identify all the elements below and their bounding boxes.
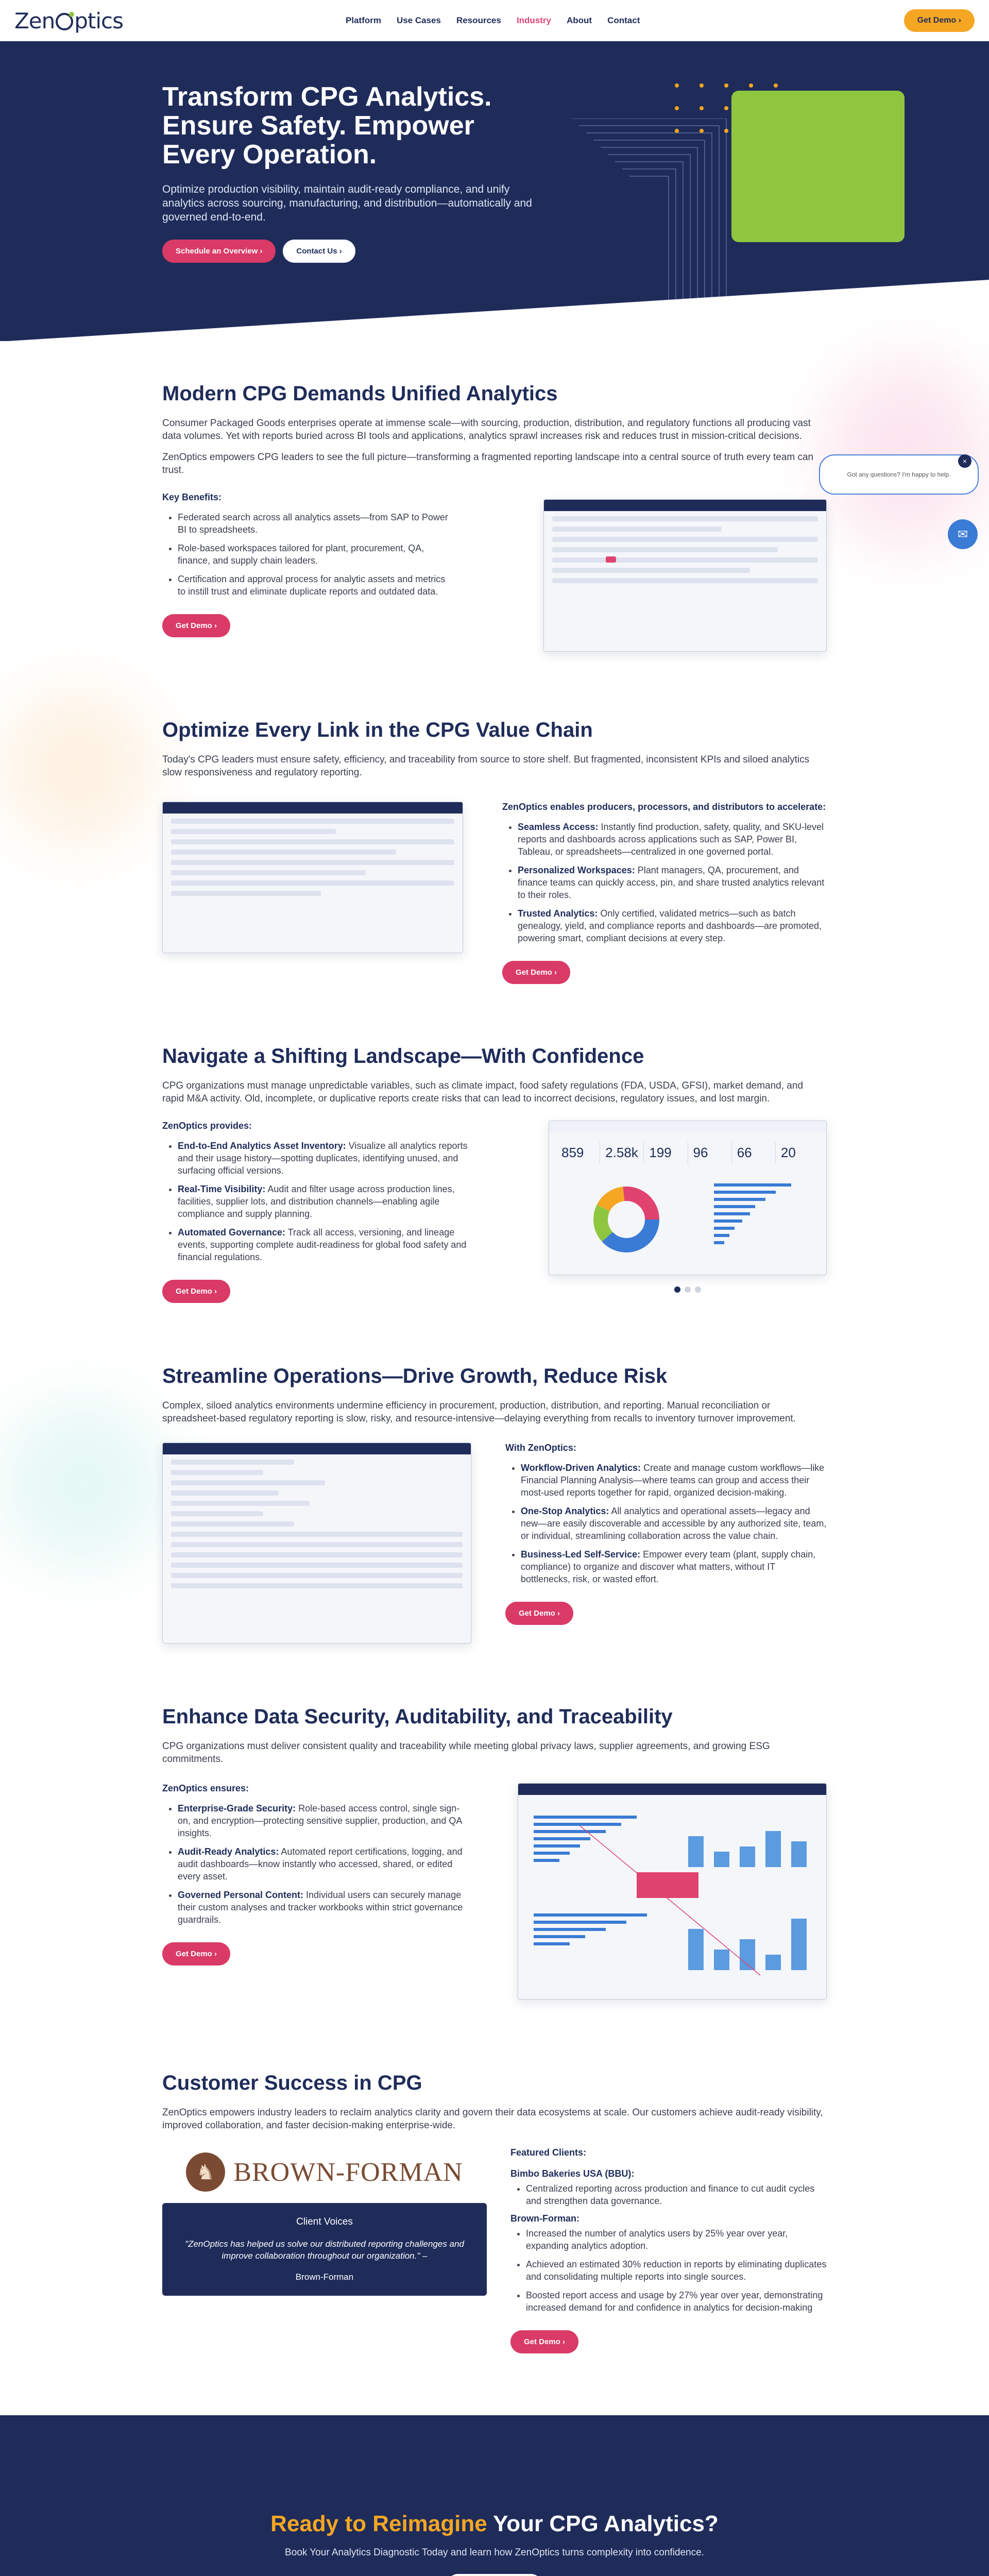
featured-heading: Featured Clients: — [510, 2147, 587, 2158]
section-lead: Today's CPG leaders must ensure safety, efficiency, and traceability from source to store shelf. But fragmented, inconsistent KPIs and siloed analytics slow responsiveness and regulatory reporting. — [162, 754, 810, 778]
get-demo-button[interactable]: Get Demo › — [904, 9, 975, 32]
brown-forman-logo: ♞ BROWN-FORMAN — [162, 2147, 487, 2197]
cta-title: Ready to Reimagine Your CPG Analytics? — [270, 2511, 719, 2536]
list-item: • Governed Personal Content: Individual users can securely manage their custom analyses and tracker workbooks within strict governance guardrails. — [178, 1889, 471, 1926]
kpi-value: 96 — [693, 1145, 708, 1160]
client-name: Bimbo Bakeries USA (BBU): — [510, 2168, 635, 2179]
list-item: • Centralized reporting across production and finance to cut audit cycles and strengthen data governance. — [526, 2182, 827, 2207]
schedule-demo-button[interactable] — [447, 2574, 542, 2576]
list-item: • Increased the number of analytics users by 25% year over year, expanding analytics adoption. — [526, 2227, 827, 2252]
section-title: Modern CPG Demands Unified Analytics — [162, 382, 558, 405]
decorative-lines — [572, 118, 737, 314]
list-item: • Trusted Analytics: Only certified, validated metrics—such as batch genealogy, yield, and compliance reports and dashboards—are promoted, powering smart, compliant decisions at every step. — [518, 907, 827, 944]
cta-banner — [0, 2415, 989, 2576]
list-item: • Role-based workspaces tailored for plant, procurement, QA, finance, and supply chain leaders. — [178, 542, 451, 567]
zenoptics-logo[interactable]: Zen ptics — [14, 8, 124, 33]
chat-bubble[interactable]: Got any questions? I'm happy to help. — [819, 454, 979, 495]
product-screenshot — [162, 802, 463, 953]
streamline-section — [0, 1303, 989, 1643]
section-title: Optimize Every Link in the CPG Value Chain — [162, 719, 593, 741]
product-screenshot — [549, 1121, 827, 1275]
schedule-overview-button[interactable]: Schedule an Overview › — [162, 240, 276, 263]
benefits-heading: Key Benefits: — [162, 492, 222, 502]
nav-about[interactable]: About — [567, 15, 592, 25]
contact-us-button[interactable]: Contact Us › — [283, 240, 355, 263]
section-title: Navigate a Shifting Landscape—With Confidence — [162, 1045, 644, 1067]
kpi-value: 20 — [780, 1145, 796, 1160]
dashboard-charts — [518, 1795, 827, 1996]
client-name: Brown-Forman: — [510, 2213, 579, 2224]
nav-contact[interactable]: Contact — [607, 15, 640, 25]
list-item: • Automated Governance: Track all access, versioning, and lineage events, supporting complete audit-readiness for global food safety and financial regulations. — [178, 1226, 476, 1263]
list-item: • Achieved an estimated 30% reduction in reports by eliminating duplicates and consolidating multiple reports into single sources. — [526, 2258, 827, 2283]
product-screenshot — [162, 1443, 471, 1643]
testimonial-author: Brown-Forman — [295, 2272, 354, 2282]
hero-green-card — [731, 91, 905, 242]
nav-resources[interactable]: Resources — [456, 15, 501, 25]
customer-success-section — [0, 1999, 989, 2353]
voice-title: Client Voices — [296, 2216, 353, 2227]
landscape-section — [0, 984, 989, 1303]
get-demo-button[interactable]: Get Demo › — [505, 1602, 573, 1625]
list-item: • Seamless Access: Instantly find production, safety, quality, and SKU-level reports and dashboards across applications such as SAP, Power BI, Tableau, or spreadsheets—centralized in one governed portal. — [518, 821, 827, 858]
main-nav — [346, 15, 640, 26]
carousel-dot[interactable] — [674, 1286, 680, 1293]
get-demo-button[interactable]: Get Demo › — [502, 961, 570, 984]
kpi-value: 199 — [649, 1145, 672, 1160]
site-header — [0, 0, 989, 41]
list-heading: With ZenOptics: — [505, 1443, 576, 1453]
section-lead: Consumer Packaged Goods enterprises operate at immense scale—with sourcing, production, distribution, and regulatory functions all producing vast data volumes. Yet with reports buried across BI tools and applications, analytics sprawl increases risk and reduces trust in mission-critical decisions. — [162, 418, 811, 442]
dashboard-charts — [549, 1173, 827, 1266]
list-item: • Workflow-Driven Analytics: Create and manage custom workflows—like Financial Planning Analysis—where teams can group and access their most-used reports together for rapid, organized decision-making. — [521, 1462, 827, 1499]
get-demo-button[interactable]: Get Demo › — [162, 614, 230, 637]
list-item: • Personalized Workspaces: Plant managers, QA, procurement, and finance teams can quickly access, pin, and share trusted analytics relevant to their roles. — [518, 864, 827, 901]
carousel-dots — [549, 1286, 827, 1293]
carousel-dot[interactable] — [685, 1286, 691, 1293]
hero-title: Transform CPG Analytics. Ensure Safety. Empower Every Operation. — [162, 82, 492, 170]
list-item: • Boosted report access and usage by 27% year over year, demonstrating increased demand for and confidence in analytics for decision-making — [526, 2289, 827, 2314]
list-item: • Federated search across all analytics assets—from SAP to Power BI to spreadsheets. — [178, 511, 451, 536]
nav-industry[interactable]: Industry — [516, 15, 551, 25]
nav-use-cases[interactable]: Use Cases — [396, 15, 441, 25]
section-title: Enhance Data Security, Auditability, and Traceability — [162, 1705, 673, 1728]
section-title: Streamline Operations—Drive Growth, Reduce Risk — [162, 1365, 668, 1387]
list-item: • Audit-Ready Analytics: Automated report certifications, logging, and audit dashboards—know instantly who accessed, shared, or edited every asset. — [178, 1845, 471, 1883]
get-demo-button[interactable]: Get Demo › — [162, 1942, 230, 1965]
list-item: • Business-Led Self-Service: Empower every team (plant, supply chain, compliance) to organize and discover what matters, without IT bottlenecks, risk, or wasted effort. — [521, 1548, 827, 1585]
client-voice-card — [162, 2147, 487, 2296]
section-lead-2: ZenOptics empowers CPG leaders to see the full picture—transforming a fragmented reporting landscape into a central source of truth every team can trust. — [162, 452, 814, 476]
security-section — [0, 1643, 989, 1999]
unified-analytics-section — [0, 341, 989, 652]
list-heading: ZenOptics ensures: — [162, 1783, 249, 1793]
screenshot-callout — [606, 556, 616, 563]
kpi-value: 2.58k — [605, 1145, 638, 1160]
cta-text: Book Your Analytics Diagnostic Today and learn how ZenOptics turns complexity into confidence. — [285, 2547, 704, 2558]
get-demo-button[interactable]: Get Demo › — [510, 2330, 578, 2353]
list-item: • End-to-End Analytics Asset Inventory: Visualize all analytics reports and their usage history—spotting duplicates, identifying unused, and surfacing official versions. — [178, 1140, 476, 1177]
kpi-value: 859 — [561, 1145, 584, 1160]
list-heading: ZenOptics enables producers, processors, and distributors to accelerate: — [502, 802, 826, 812]
section-title: Customer Success in CPG — [162, 2072, 422, 2094]
section-lead: Complex, siloed analytics environments undermine efficiency in procurement, production, distribution, and reporting. Manual reconciliation or spreadsheet-based regulatory reporting is slow, risky, and resource-intensive—delaying everything from recalls to inventory turnover improvement. — [162, 1400, 796, 1424]
chat-icon[interactable]: ✉ — [948, 519, 978, 549]
value-chain-section — [0, 652, 989, 984]
product-screenshot — [543, 499, 827, 652]
testimonial-quote: "ZenOptics has helped us solve our distributed reporting challenges and improve collaboration throughout our organization." – — [185, 2239, 464, 2261]
horse-icon: ♞ — [186, 2153, 225, 2192]
list-item: • Certification and approval process for analytic assets and metrics to instill trust and eliminate duplicate reports and outdated data. — [178, 573, 451, 598]
section-lead: CPG organizations must manage unpredictable variables, such as climate impact, food safety regulations (FDA, USDA, GFSI), market demand, and rapid M&A activity. Old, incomplete, or duplicative reports create risks that can lead to incorrect decisions, regulatory issues, and lost margin. — [162, 1080, 804, 1104]
list-item: • One-Stop Analytics: All analytics and operational assets—legacy and new—are easily discoverable and accessible by any authorized site, team, or individual, streamlining collaboration across the value chain. — [521, 1505, 827, 1542]
nav-platform[interactable]: Platform — [346, 15, 381, 25]
get-demo-button[interactable]: Get Demo › — [162, 1280, 230, 1303]
carousel-dot[interactable] — [695, 1286, 701, 1293]
close-icon[interactable]: × — [958, 454, 971, 468]
hero-text: Optimize production visibility, maintain audit-ready compliance, and unify analytics across sourcing, manufacturing, and distribution—automatically and governed end-to-end. — [162, 183, 532, 223]
list-heading: ZenOptics provides: — [162, 1121, 252, 1131]
section-lead: CPG organizations must deliver consistent quality and traceability while meeting global privacy laws, supplier agreements, and growing ESG commitments. — [162, 1741, 770, 1765]
hero-section — [0, 41, 989, 341]
list-item: • Real-Time Visibility: Audit and filter usage across production lines, facilities, supplier lots, and distribution channels—enabling agile compliance and supply planning. — [178, 1183, 476, 1220]
section-lead: ZenOptics empowers industry leaders to reclaim analytics clarity and govern their data ecosystems at scale. Our customers achieve audit-ready visibility, improved collaboration, and faster decision-making enterprise-wide. — [162, 2107, 823, 2131]
kpi-value: 66 — [737, 1145, 752, 1160]
list-item: • Enterprise-Grade Security: Role-based access control, single sign-on, and encryption—protecting sensitive supplier, production, and QA insights. — [178, 1802, 471, 1839]
product-screenshot — [518, 1783, 827, 1999]
